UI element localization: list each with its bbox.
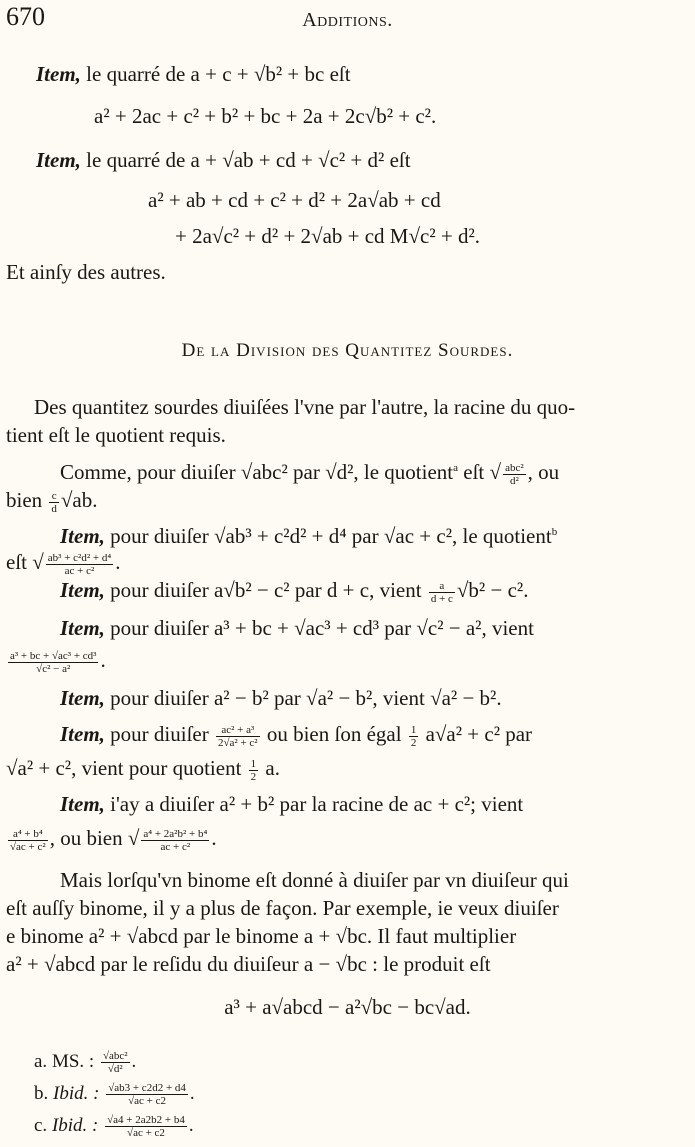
text-line: Item, pour diuiſer a³ + bc + √ac³ + cd³ par √c² − a², vient	[60, 616, 534, 640]
text-line: eſt auſſy binome, il y a plus de façon. Par exemple, ie veux diuiſer	[6, 896, 559, 920]
item-label: Item,	[36, 148, 81, 172]
equation-line: a² + ab + cd + c² + d² + 2a√ab + cd	[148, 188, 441, 212]
text-line: Item, le quarré de a + c + √b² + bc eſt	[36, 62, 351, 86]
text-line: Item, pour diuiſer a² − b² par √a² − b², vient √a² − b².	[60, 686, 502, 710]
running-title: Additions.	[302, 9, 393, 31]
text-line: a² + √abcd par le reſidu du diuiſeur a − √bc : le produit eſt	[6, 952, 491, 976]
text-line: Item, pour diuiſer a√b² − c² par d + c, vient $\frac{a}{d + c}$ √b² − c².	[60, 578, 529, 605]
equation-line: a³ + a√abcd − a²√bc − bc√ad.	[224, 995, 471, 1019]
text-line: Des quantitez sourdes diuiſées l'vne par l'autre, la racine du quo-	[34, 395, 576, 419]
page-number: 670	[6, 2, 45, 31]
footnote: b. Ibid. : $\frac{√ab3 + c2d2 + d4}{√ac + c2}$ .	[34, 1082, 195, 1108]
text-line: tient eſt le quotient requis.	[6, 423, 226, 447]
item-label: Item,	[36, 62, 81, 86]
text-line: bien $\frac{c}{d}$ √ab.	[6, 488, 98, 515]
text-line: Item, i'ay a diuiſer a² + b² par la racine de ac + c²; vient	[60, 792, 524, 816]
text-line: $\frac{\text{a³ + bc + √ac³ + cd³}}{\text{√c² − a²}}$ .	[10, 648, 106, 675]
footnote-marker: a	[453, 462, 459, 474]
page-header	[6, 2, 689, 38]
text-line: Item, pour diuiſer √ab³ + c²d² + d⁴ par √ac + c², le quotient$^b$	[60, 524, 558, 548]
text-line: Item, le quarré de a + √ab + cd + √c² + d² eſt	[36, 148, 411, 172]
text-line: Et ainſy des autres.	[6, 260, 166, 284]
footnote: a. MS. : √abc² √d² .	[34, 1050, 137, 1076]
text-line: Mais lorſqu'vn binome eſt donné à diuiſer par vn diuiſeur qui	[60, 868, 569, 892]
footnote-marker: b	[551, 526, 558, 538]
equation-line: + 2a√c² + d² + 2√ab + cd M√c² + d².	[175, 224, 481, 248]
footnote: c. Ibid. : $\frac{√a4 + 2a2b2 + b4}{√ac + c2}$ .	[34, 1114, 194, 1140]
text-line: Comme, pour diuiſer √abc² par √d², le quotient$^a$ eſt √ abc² d² , ou	[60, 460, 560, 487]
text-line: e binome a² + √abcd par le binome a + √bc. Il faut multiplier	[6, 924, 517, 948]
text-line: eſt √ $\frac{\text{ab³ + c²d² + d⁴}}{\text{ac + c²}}$ .	[6, 550, 121, 577]
text-line: $\frac{\text{a⁴ + b⁴}}{\text{√ac + c²}}$ , ou bien √ $\frac{\text{a⁴ + 2a²b² + b⁴}}{\text{ac + c²}}$ .	[10, 826, 217, 853]
section-heading: De la Division des Quantitez Sourdes.	[181, 340, 514, 361]
text-line: √a² + c², vient pour quotient $\frac{1}{2}$ a.	[6, 756, 280, 783]
equation-line: a² + 2ac + c² + b² + bc + 2a + 2c√b² + c².	[94, 104, 437, 128]
text-line: Item, pour diuiſer $\frac{\text{ac² + a³}}{\text{2√a² + c²}}$ ou bien ſon égal $\frac{1}{2}$ a√a² + c² par	[60, 722, 533, 749]
